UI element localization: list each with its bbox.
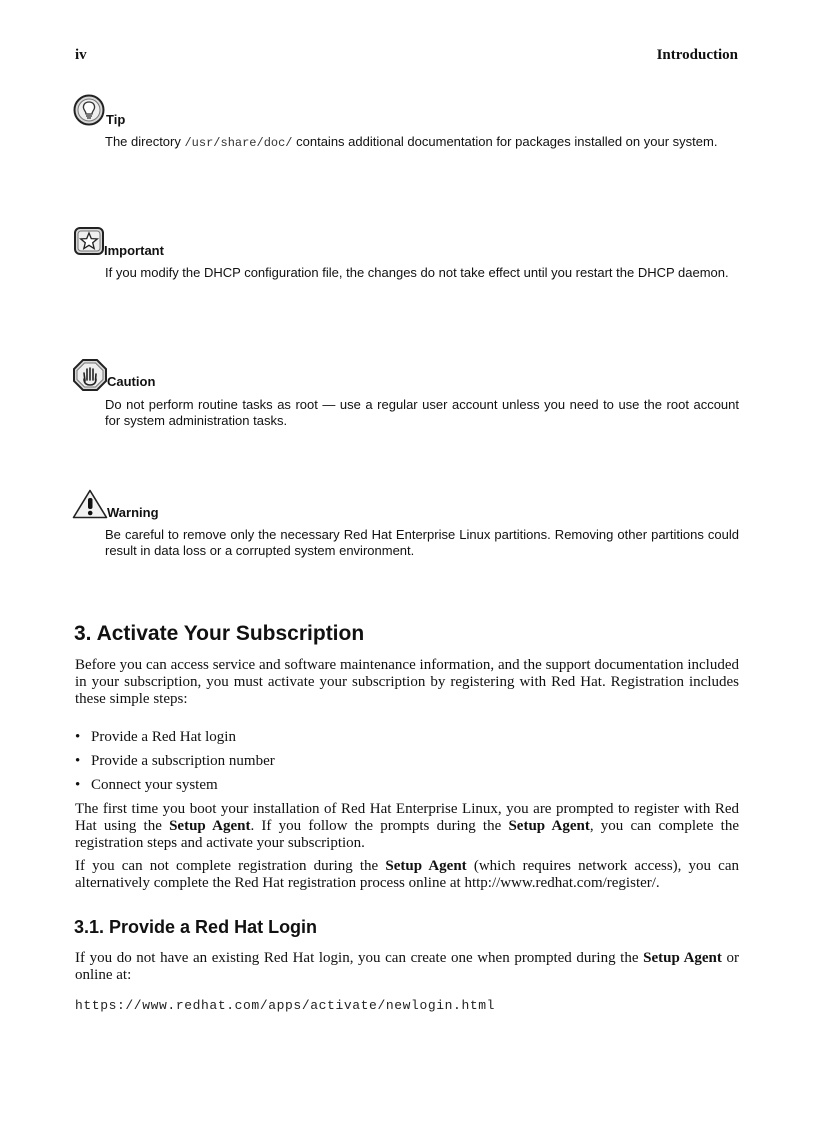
tip-text: The directory /usr/share/doc/ contains additional documentation for packages installed on your system. xyxy=(105,134,718,150)
tip-title: Tip xyxy=(106,112,126,127)
new-login-url[interactable]: https://www.redhat.com/apps/activate/newlogin.html xyxy=(75,998,496,1013)
caution-title: Caution xyxy=(107,374,156,389)
section-heading-activate-subscription: 3. Activate Your Subscription xyxy=(74,622,365,645)
section-heading-provide-login: 3.1. Provide a Red Hat Login xyxy=(74,917,318,937)
star-icon xyxy=(74,227,104,255)
tip-path-code: /usr/share/doc/ xyxy=(184,136,293,150)
bullet-icon: • xyxy=(75,753,81,769)
setup-agent-paragraph: The first time you boot your installation of Red Hat Enterprise Linux, you are prompted to register with Red Hat using the Setup Agent. If you follow the prompts during the Setup Agent, you can complete the registration steps and activate your subscription. xyxy=(75,801,740,851)
bullet-icon: • xyxy=(75,777,81,793)
bullet-icon: • xyxy=(75,729,81,745)
important-text: If you modify the DHCP configuration file, the changes do not take effect until you restart the DHCP daemon. xyxy=(105,265,729,280)
section3-intro-paragraph: Before you can access service and software maintenance information, and the support documentation included in your subscription, you must activate your subscription by registering with Red Hat. Registration includes these simple steps: xyxy=(75,657,739,707)
stop-hand-icon xyxy=(73,359,107,391)
caution-text: Do not perform routine tasks as root — use a regular user account unless you need to use the root account for system administration tasks. xyxy=(105,397,739,428)
page-number: iv xyxy=(75,47,87,63)
lightbulb-icon xyxy=(73,94,105,126)
warning-text: Be careful to remove only the necessary Red Hat Enterprise Linux partitions. Removing other partitions could result in data loss or a corrupted system environment. xyxy=(105,527,739,558)
online-registration-paragraph: If you can not complete registration during the Setup Agent (which requires network access), you can alternatively complete the Red Hat registration process online at http://www.redhat.com/register/. xyxy=(75,858,740,891)
important-title: Important xyxy=(104,243,164,258)
exclamation-triangle-icon xyxy=(72,489,108,519)
login-paragraph: If you do not have an existing Red Hat login, you can create one when prompted during the Setup Agent or online at: xyxy=(75,950,739,983)
running-header-title: Introduction xyxy=(656,47,738,63)
warning-title: Warning xyxy=(107,505,159,520)
